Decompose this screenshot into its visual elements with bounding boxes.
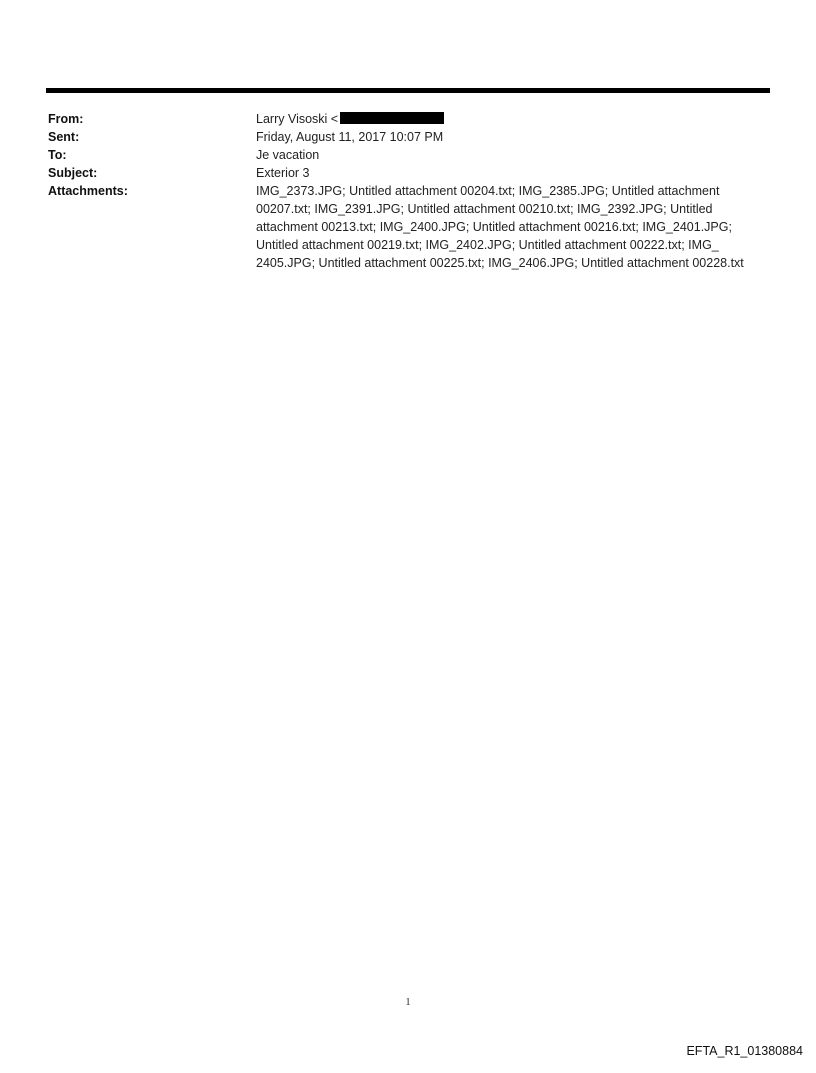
redaction-bar [340,112,444,124]
page-number: 1 [405,997,411,1008]
to-row [48,146,772,164]
attachments-line: 00207.txt; IMG_2391.JPG; Untitled attachment 00210.txt; IMG_2392.JPG; Untitled [256,202,713,216]
subject-value: Exterior 3 [256,166,310,180]
attachments-row [48,182,772,272]
subject-label: Subject: [48,166,98,180]
sent-value: Friday, August 11, 2017 10:07 PM [256,130,444,144]
from-row [48,110,772,128]
from-label: From: [48,112,84,126]
email-header [48,110,772,272]
from-value: Larry Visoski < [256,112,339,126]
sent-label: Sent: [48,130,80,144]
from-value-container [256,110,772,128]
subject-row [48,164,772,182]
attachments-value [256,182,772,272]
attachments-label: Attachments: [48,184,128,198]
attachments-line: attachment 00213.txt; IMG_2400.JPG; Untitled attachment 00216.txt; IMG_2401.JPG; [256,220,732,234]
attachments-line: IMG_2373.JPG; Untitled attachment 00204.txt; IMG_2385.JPG; Untitled attachment [256,184,720,198]
attachments-line: 2405.JPG; Untitled attachment 00225.txt; IMG_2406.JPG; Untitled attachment 00228.txt [256,256,744,270]
document-id: EFTA_R1_01380884 [686,1044,803,1058]
to-value: Je vacation [256,148,320,162]
attachments-line: Untitled attachment 00219.txt; IMG_2402.JPG; Untitled attachment 00222.txt; IMG_ [256,238,719,252]
sent-row [48,128,772,146]
header-divider [46,88,770,93]
to-label: To: [48,148,67,162]
